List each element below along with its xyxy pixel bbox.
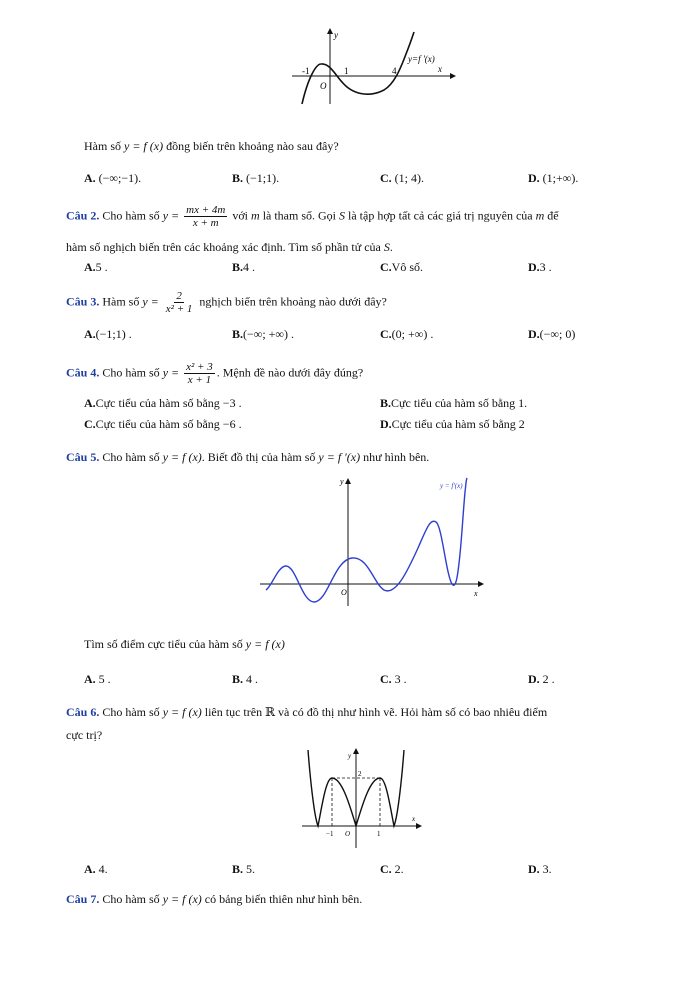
q5-ask-prefix: Tìm số điểm cực tiểu của hàm số — [84, 637, 243, 651]
tick-2: 2 — [358, 770, 362, 778]
graph-q6-f — [300, 746, 424, 850]
option-label: C. — [380, 171, 392, 185]
option-label: D. — [528, 327, 540, 341]
option-text: (−1;1). — [246, 171, 280, 185]
frac-den: x + 1 — [187, 374, 212, 386]
x-axis-arrow — [416, 823, 422, 829]
q5-ask — [84, 637, 285, 652]
label-curve: y = f′(x) — [440, 482, 463, 490]
option-text: 4 . — [243, 260, 256, 274]
q4-func-lhs: y = — [162, 365, 180, 380]
q3-text-a: Hàm số — [102, 294, 140, 309]
option-label: B. — [232, 672, 244, 686]
x-axis-arrow — [478, 581, 484, 587]
q3-text-b: nghịch biến trên khoảng nào dưới đây? — [199, 294, 387, 309]
q7-text-b: có bảng biến thiên như hình bên. — [204, 892, 363, 906]
option-label: D. — [528, 862, 540, 876]
option-text: 5 . — [95, 260, 108, 274]
option-text: 3. — [542, 862, 552, 876]
option-label: A. — [84, 396, 96, 410]
tick-neg1: -1 — [302, 66, 310, 76]
q2-stem — [66, 204, 559, 229]
curve-f-prime — [302, 32, 414, 104]
q6-label: Câu 6. — [66, 705, 100, 719]
q1-stem — [84, 139, 339, 154]
option-label: C. — [380, 327, 392, 341]
option-label: B. — [232, 862, 244, 876]
option-text: (−1;1) . — [95, 327, 132, 341]
q1-stem-suffix: đồng biến trên khoảng nào sau đây? — [166, 139, 339, 153]
option-text: 4 . — [246, 672, 259, 686]
option-text: Vô số. — [391, 260, 424, 274]
option-text: Cực tiểu của hàm số bằng −6 . — [95, 417, 242, 431]
q4-label: Câu 4. — [66, 365, 100, 380]
option-label: D. — [380, 417, 392, 431]
option-text: 2. — [394, 862, 404, 876]
q2-func-lhs: y = — [162, 208, 180, 223]
x-axis-arrow — [450, 73, 456, 79]
option-label: A. — [84, 327, 96, 341]
option-text: (1; 4). — [394, 171, 424, 185]
q7-func: y = f (x) — [162, 892, 202, 906]
q6-func: y = f (x) — [162, 705, 202, 719]
q2-line2-var: S — [383, 240, 390, 254]
q6-option-a[interactable] — [84, 862, 108, 877]
q7-stem — [66, 892, 362, 907]
option-label: C. — [380, 260, 392, 274]
q4-stem — [66, 361, 363, 386]
option-text: 3 . — [539, 260, 552, 274]
option-label: D. — [528, 672, 540, 686]
q3-label: Câu 3. — [66, 294, 100, 309]
q4-option-a[interactable] — [84, 396, 242, 411]
option-text: (−∞; +∞) . — [243, 327, 294, 341]
q3-option-d[interactable] — [528, 327, 575, 342]
q6-line2-text: cực trị? — [66, 728, 103, 742]
q6-option-d[interactable] — [528, 862, 552, 877]
q2-option-b[interactable] — [232, 260, 255, 275]
option-text: 3 . — [394, 672, 407, 686]
q3-option-c[interactable] — [380, 327, 433, 342]
q2-text-b: với — [232, 208, 249, 223]
q1-option-d[interactable] — [528, 171, 578, 186]
label-origin: O — [341, 588, 347, 597]
q2-label: Câu 2. — [66, 208, 100, 223]
q2-text-d: là tập hợp tất cả các giá trị nguyên của — [348, 208, 533, 223]
option-label: B. — [380, 396, 392, 410]
q1-option-b[interactable] — [232, 171, 279, 186]
q3-stem — [66, 290, 387, 315]
q2-text-e: để — [547, 208, 559, 223]
label-x: x — [474, 589, 478, 598]
frac-num: 2 — [176, 290, 182, 302]
label-y: y — [334, 30, 338, 40]
q6-option-b[interactable] — [232, 862, 255, 877]
option-label: C. — [380, 862, 392, 876]
tick-1: 1 — [377, 830, 381, 838]
q3-option-b[interactable] — [232, 327, 294, 342]
option-label: B. — [232, 171, 244, 185]
q6-line2 — [66, 728, 102, 743]
option-text: 4. — [98, 862, 108, 876]
option-text: 5. — [246, 862, 256, 876]
graph-q5-f-prime — [258, 474, 490, 608]
frac-num: mx + 4m — [186, 204, 226, 216]
graph-f-prime-top — [288, 26, 458, 106]
option-text: 2 . — [542, 672, 555, 686]
frac-den: x + m — [192, 217, 219, 229]
q2-option-d[interactable] — [528, 260, 552, 275]
q2-var-m: m — [251, 208, 260, 223]
q4-fraction — [184, 361, 215, 386]
q7-text-a: Cho hàm số — [102, 892, 160, 906]
q5-text-a: Cho hàm số — [102, 450, 160, 464]
frac-den: x² + 1 — [165, 303, 193, 315]
label-y: y — [348, 752, 352, 760]
q5-func2: y = f ′(x) — [318, 450, 361, 464]
label-origin: O — [345, 830, 351, 838]
option-text: (0; +∞) . — [391, 327, 434, 341]
option-text: (−∞; 0) — [539, 327, 576, 341]
q6-text-a: Cho hàm số — [102, 705, 160, 719]
q1-option-c[interactable] — [380, 171, 424, 186]
tick-neg1: −1 — [326, 830, 334, 838]
option-text: 5 . — [98, 672, 111, 686]
option-label: D. — [528, 260, 540, 274]
option-text: Cực tiểu của hàm số bằng 2 — [391, 417, 525, 431]
option-label: D. — [528, 171, 540, 185]
q5-option-d[interactable] — [528, 672, 555, 687]
y-axis-arrow — [327, 28, 333, 34]
q2-text-c: là tham số. Gọi — [262, 208, 337, 223]
q4-text-b: . Mệnh đề nào dưới đây đúng? — [216, 365, 364, 380]
y-axis-arrow — [345, 478, 351, 484]
q2-option-a[interactable] — [84, 260, 108, 275]
q6-option-c[interactable] — [380, 862, 404, 877]
q1-option-a[interactable] — [84, 171, 141, 186]
y-axis-arrow — [353, 748, 359, 754]
q5-text-b: . Biết đồ thị của hàm số — [201, 450, 316, 464]
q7-label: Câu 7. — [66, 892, 100, 906]
q4-option-b[interactable] — [380, 396, 527, 411]
option-label: A. — [84, 862, 96, 876]
option-label: B. — [232, 327, 244, 341]
q4-option-d[interactable] — [380, 417, 525, 432]
q3-fraction — [164, 290, 195, 315]
label-x: x — [412, 815, 416, 823]
q6-text-b: liên tục trên ℝ và có đồ thị như hình vẽ. Hỏi hàm số có bao nhiêu điểm — [204, 705, 548, 719]
q2-line2-end: . — [389, 240, 393, 254]
q5-option-b[interactable] — [232, 672, 258, 687]
option-label: A. — [84, 171, 96, 185]
option-label: C. — [84, 417, 96, 431]
curve-f-prime-q5 — [266, 478, 467, 602]
option-text: Cực tiểu của hàm số bằng −3 . — [95, 396, 242, 410]
frac-num: x² + 3 — [186, 361, 213, 373]
q5-func1: y = f (x) — [162, 450, 202, 464]
label-origin: O — [320, 81, 327, 91]
q4-text-a: Cho hàm số — [102, 365, 160, 380]
q6-stem — [66, 705, 547, 720]
q2-fraction — [184, 204, 227, 229]
q5-option-c[interactable] — [380, 672, 407, 687]
tick-4: 4 — [392, 66, 397, 76]
q2-option-c[interactable] — [380, 260, 423, 275]
q3-func-lhs: y = — [142, 294, 159, 309]
q5-label: Câu 5. — [66, 450, 100, 464]
tick-1: 1 — [344, 66, 349, 76]
label-y: y — [340, 477, 344, 486]
q2-text-a: Cho hàm số — [102, 208, 160, 223]
q5-option-a[interactable] — [84, 672, 111, 687]
q5-stem — [66, 450, 429, 465]
label-x: x — [438, 64, 442, 74]
q2-line2 — [66, 240, 393, 255]
option-label: B. — [232, 260, 244, 274]
option-text: (1;+∞). — [542, 171, 579, 185]
label-curve: y=f '(x) — [408, 54, 435, 64]
option-label: C. — [380, 672, 392, 686]
option-text: Cực tiểu của hàm số bằng 1. — [391, 396, 528, 410]
q5-text-c: như hình bên. — [363, 450, 430, 464]
q1-stem-prefix: Hàm số — [84, 139, 121, 153]
q2-var-s: S — [339, 208, 346, 223]
q2-var-m2: m — [535, 208, 545, 223]
q2-line2-text: hàm số nghịch biến trên các khoảng xác định. Tìm số phần tử của — [66, 240, 381, 254]
option-text: (−∞;−1). — [98, 171, 142, 185]
q1-func: y = f (x) — [124, 139, 164, 153]
q3-option-a[interactable] — [84, 327, 132, 342]
q5-ask-func: y = f (x) — [245, 637, 285, 651]
q4-option-c[interactable] — [84, 417, 242, 432]
option-label: A. — [84, 672, 96, 686]
option-label: A. — [84, 260, 96, 274]
